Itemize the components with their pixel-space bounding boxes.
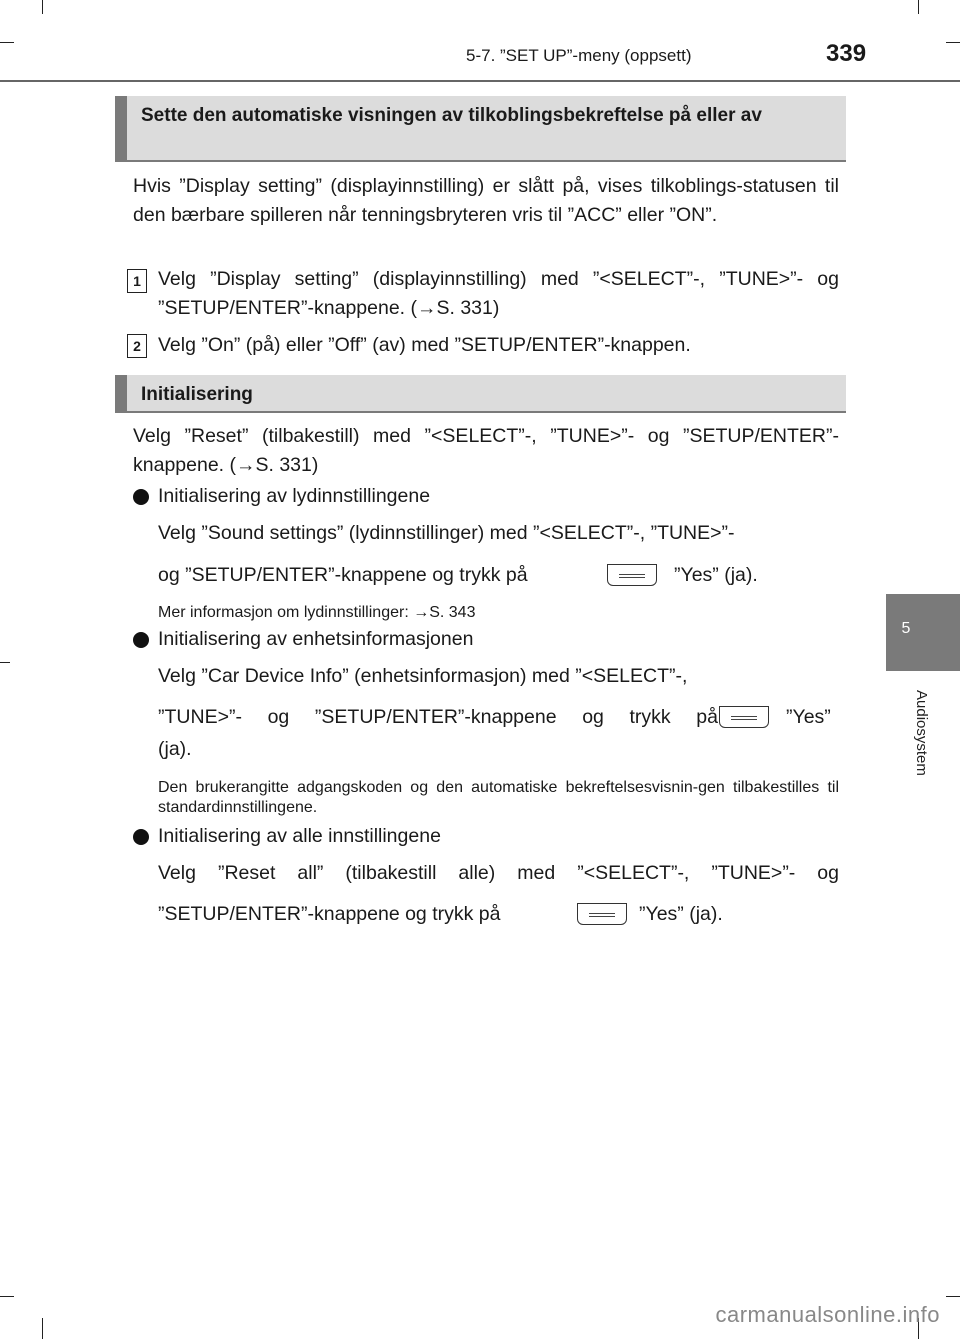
- section-title: 5-7. ”SET UP”-meny (oppsett): [466, 46, 692, 65]
- item-text: Velg ”Car Device Info” (enhetsinformasjon) med ”<SELECT”-,: [158, 665, 688, 687]
- step-number: 2: [127, 334, 147, 358]
- header-rule: [0, 80, 960, 82]
- key-button-icon: [719, 706, 769, 728]
- chapter-label: Audiosystem: [913, 690, 930, 776]
- step-text: Velg ”Display setting” (displayinnstilling) med ”<SELECT”-, ”TUNE>”- og ”SETUP/ENTER”-knappene. (→S. 331): [158, 268, 839, 319]
- crop-mark: [0, 1296, 14, 1297]
- step-number: 1: [127, 269, 147, 293]
- section-heading-text: Initialisering: [141, 384, 253, 405]
- crop-mark: [42, 1318, 43, 1339]
- step-text: Velg ”On” (på) eller ”Off” (av) med ”SETUP/ENTER”-knappen.: [158, 334, 691, 356]
- intro-paragraph: Velg ”Reset” (tilbakestill) med ”<SELECT”-, ”TUNE>”- og ”SETUP/ENTER”-knappene. (→S. 331): [133, 425, 839, 476]
- item-text: ”Yes” (ja).: [639, 903, 723, 925]
- item-text: ”Yes” (ja).: [674, 564, 758, 586]
- item-text: ”TUNE>”- og ”SETUP/ENTER”-knappene og trykk på: [158, 706, 718, 728]
- bullet-icon: [133, 829, 149, 845]
- item-note: Mer informasjon om lydinnstillinger: →S. 343: [158, 604, 476, 621]
- page-number: 339: [826, 40, 867, 67]
- key-button-icon: [607, 564, 657, 586]
- crop-mark: [918, 0, 919, 14]
- crop-mark: [946, 42, 960, 43]
- section-heading: [115, 96, 846, 162]
- intro-paragraph: Hvis ”Display setting” (displayinnstilling) er slått på, vises tilkoblings-statusen til den bærbare spilleren når tenningsbryteren vris til ”ACC” eller ”ON”.: [133, 175, 839, 226]
- item-text: ”SETUP/ENTER”-knappene og trykk på: [158, 903, 501, 925]
- chapter-number: 5: [901, 620, 911, 637]
- key-button-icon: [577, 903, 627, 925]
- item-title: Initialisering av enhetsinformasjonen: [158, 628, 474, 650]
- bullet-icon: [133, 632, 149, 648]
- item-text: Velg ”Sound settings” (lydinnstillinger) med ”<SELECT”-, ”TUNE>”-: [158, 522, 735, 544]
- crop-mark: [0, 42, 14, 43]
- item-note: Den brukerangitte adgangskoden og den automatiske bekreftelsesvisnin-gen tilbakestilles til standardinnstillingene.: [158, 779, 839, 816]
- crop-mark: [946, 1296, 960, 1297]
- bullet-icon: [133, 489, 149, 505]
- item-title: Initialisering av lydinnstillingene: [158, 485, 431, 507]
- crop-mark: [42, 0, 43, 14]
- item-text: ”Yes”: [786, 706, 831, 728]
- section-heading: [115, 375, 846, 413]
- item-title: Initialisering av alle innstillingene: [158, 825, 441, 847]
- section-heading-text: Sette den automatiske visningen av tilkoblingsbekreftelse på eller av: [141, 105, 762, 126]
- item-text: og ”SETUP/ENTER”-knappene og trykk på: [158, 564, 528, 586]
- item-text: (ja).: [158, 738, 192, 760]
- crop-mark: [0, 662, 10, 663]
- item-text: Velg ”Reset all” (tilbakestill alle) med ”<SELECT”-, ”TUNE>”- og: [158, 862, 839, 884]
- watermark: carmanualsonline.info: [715, 1302, 940, 1327]
